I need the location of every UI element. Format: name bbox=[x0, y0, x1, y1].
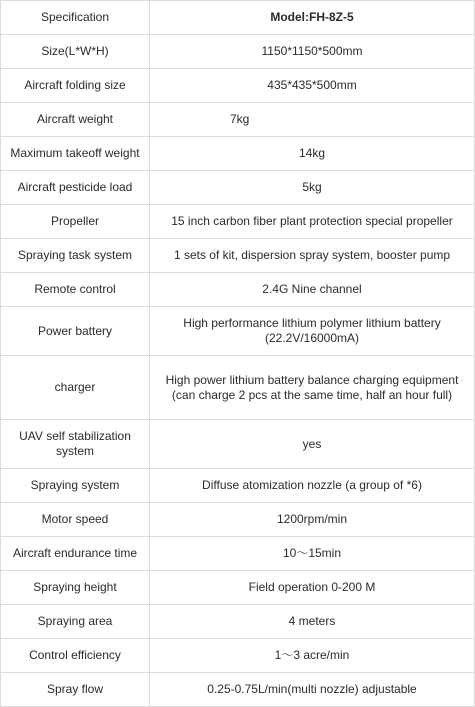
row-value: 1～3 acre/min bbox=[150, 639, 475, 673]
row-label: Remote control bbox=[1, 273, 150, 307]
table-row bbox=[1, 420, 475, 469]
table-row bbox=[1, 673, 475, 707]
table-row bbox=[1, 356, 475, 420]
table-row bbox=[1, 537, 475, 571]
row-label: Spraying system bbox=[1, 469, 150, 503]
table-row bbox=[1, 469, 475, 503]
row-value: 5kg bbox=[150, 171, 475, 205]
row-label: Aircraft folding size bbox=[1, 69, 150, 103]
row-label: UAV self stabilization system bbox=[1, 420, 150, 469]
table-row bbox=[1, 273, 475, 307]
table-row bbox=[1, 205, 475, 239]
row-label: Control efficiency bbox=[1, 639, 150, 673]
model-value: Model:FH-8Z-5 bbox=[150, 1, 475, 35]
table-row bbox=[1, 503, 475, 537]
row-label: Spray flow bbox=[1, 673, 150, 707]
row-label: Spraying area bbox=[1, 605, 150, 639]
row-value: 10～15min bbox=[150, 537, 475, 571]
row-value: 1200rpm/min bbox=[150, 503, 475, 537]
row-value: yes bbox=[150, 420, 475, 469]
row-label: Maximum takeoff weight bbox=[1, 137, 150, 171]
table-row bbox=[1, 69, 475, 103]
row-value: 15 inch carbon fiber plant protection special propeller bbox=[150, 205, 475, 239]
table-row bbox=[1, 639, 475, 673]
row-label: Aircraft weight bbox=[1, 103, 150, 137]
row-value: 4 meters bbox=[150, 605, 475, 639]
table-row bbox=[1, 571, 475, 605]
row-value: 435*435*500mm bbox=[150, 69, 475, 103]
table-row bbox=[1, 239, 475, 273]
row-label: Power battery bbox=[1, 307, 150, 356]
row-label: Spraying height bbox=[1, 571, 150, 605]
row-label: Aircraft endurance time bbox=[1, 537, 150, 571]
row-label: Specification bbox=[1, 1, 150, 35]
row-value: High performance lithium polymer lithium battery (22.2V/16000mA) bbox=[150, 307, 475, 356]
table-row bbox=[1, 1, 475, 35]
table-row bbox=[1, 171, 475, 205]
table-row bbox=[1, 103, 475, 137]
row-value: Diffuse atomization nozzle (a group of *6) bbox=[150, 469, 475, 503]
row-label: Aircraft pesticide load bbox=[1, 171, 150, 205]
row-value: 1 sets of kit, dispersion spray system, booster pump bbox=[150, 239, 475, 273]
row-label: Motor speed bbox=[1, 503, 150, 537]
table-row bbox=[1, 35, 475, 69]
row-value: 1150*1150*500mm bbox=[150, 35, 475, 69]
row-value: High power lithium battery balance charging equipment (can charge 2 pcs at the same time, half an hour full) bbox=[150, 356, 475, 420]
row-value: Field operation 0-200 M bbox=[150, 571, 475, 605]
row-value: 14kg bbox=[150, 137, 475, 171]
row-label: Size(L*W*H) bbox=[1, 35, 150, 69]
row-label: Propeller bbox=[1, 205, 150, 239]
table-row bbox=[1, 605, 475, 639]
row-label: Spraying task system bbox=[1, 239, 150, 273]
row-value: 7kg bbox=[150, 103, 475, 137]
table-row bbox=[1, 137, 475, 171]
row-value: 2.4G Nine channel bbox=[150, 273, 475, 307]
table-row bbox=[1, 307, 475, 356]
row-value: 0.25-0.75L/min(multi nozzle) adjustable bbox=[150, 673, 475, 707]
row-label: charger bbox=[1, 356, 150, 420]
